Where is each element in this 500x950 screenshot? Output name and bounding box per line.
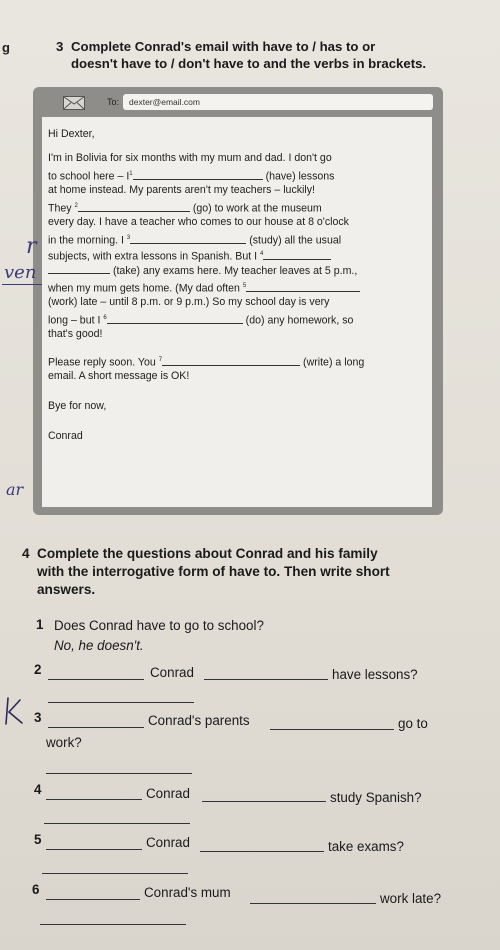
answer-blank-3[interactable] [130,233,246,244]
answer-blank-5[interactable] [246,281,360,292]
page-edge-fragment: g [2,40,10,55]
exercise-4-number: 4 [22,546,30,561]
gap-number: 5 [242,283,247,289]
question-1-number: 1 [36,617,44,632]
email-line [48,263,357,278]
email-line: email. A short message is OK! [48,370,190,382]
email-line [48,199,322,216]
question-2-blank-b[interactable] [204,679,328,680]
email-text: Please reply soon. You [48,356,156,369]
email-text: (write) a long [303,356,365,369]
email-signoff: Bye for now, [48,400,107,412]
email-line [48,353,364,370]
envelope-icon [63,96,85,110]
email-line [48,231,341,248]
answer-blank-4[interactable] [263,249,331,260]
email-text: (take) any exams here. My teacher leaves at 5 p.m., [112,265,358,277]
recipient-field: dexter@email.com [123,94,433,110]
question-4-blank-a[interactable] [46,799,142,800]
question-2-number: 2 [34,662,42,677]
email-text: (study) all the usual [249,234,342,247]
question-5-blank-a[interactable] [46,849,142,850]
email-line: every day. I have a teacher who comes to our house at 8 o'clock [48,216,349,228]
question-4-subject: Conrad [146,786,190,801]
exercise-4-instruction-line-2: with the interrogative form of have to. Then write short [37,564,390,579]
email-line: at home instead. My parents aren't my teachers – luckily! [48,184,315,196]
question-3-continuation: work? [46,735,82,750]
exercise-4-instruction-line-3: answers. [37,582,96,597]
question-6-blank-a[interactable] [46,899,140,900]
question-3-answer-line[interactable] [46,773,192,774]
exercise-4-heading [22,545,472,599]
email-text: when my mum gets home. (My dad often [48,282,240,295]
question-3-number: 3 [34,710,42,725]
handwritten-note: r [26,234,37,259]
question-5-answer-line[interactable] [42,873,188,874]
exercise-3-heading [56,38,476,72]
handwritten-underline [2,284,42,285]
question-2-answer-line[interactable] [48,702,194,703]
question-6-answer-line[interactable] [40,924,186,925]
email-line: (work) late – until 8 p.m. or 9 p.m.) So my school day is very [48,296,330,308]
email-text: (go) to work at the museum [192,202,322,215]
handwritten-note: ven [4,262,37,283]
email-card [33,87,443,515]
answer-blank-4-cont[interactable] [48,263,110,274]
email-header-bar [41,93,435,113]
exercise-4-instruction-line-1: Complete the questions about Conrad and his family [37,546,378,561]
email-body [42,117,432,507]
question-2-subject: Conrad [150,665,194,680]
email-line [48,311,353,328]
email-line [48,167,334,184]
question-6-blank-b[interactable] [250,903,376,904]
question-6-number: 6 [32,882,40,897]
question-4-answer-line[interactable] [44,823,190,824]
answer-blank-1[interactable] [133,169,263,180]
question-5-blank-b[interactable] [200,851,324,852]
question-1-answer: No, he doesn't. [54,638,144,653]
to-label: To: [107,97,120,107]
question-4-number: 4 [34,782,42,797]
email-signature: Conrad [48,430,83,442]
exercise-3-number: 3 [56,39,64,54]
email-line: that's good! [48,328,103,340]
question-4-end: study Spanish? [330,790,422,805]
exercise-3-instruction-line-1: Complete Conrad's email with have to / has to or [71,39,376,54]
question-5-end: take exams? [328,839,404,854]
email-line: I'm in Bolivia for six months with my mum and dad. I don't go [48,152,332,164]
handwritten-mark-icon [2,696,26,726]
answer-blank-2[interactable] [78,201,190,212]
question-6-end: work late? [380,891,442,906]
question-3-blank-b[interactable] [270,729,394,730]
question-6-subject: Conrad's mum [144,885,231,900]
gap-number: 2 [74,203,78,209]
exercise-3-instruction-line-2: doesn't have to / don't have to and the verbs in brackets. [71,56,427,71]
gap-number: 7 [158,357,163,363]
email-text: subjects, with extra lessons in Spanish. But I [48,250,258,263]
gap-number: 6 [103,315,107,321]
email-line [48,279,360,296]
answer-blank-6[interactable] [107,313,243,324]
question-1-text: Does Conrad have to go to school? [54,618,264,633]
answer-blank-7[interactable] [162,355,300,366]
gap-number: 3 [126,235,131,241]
question-4-blank-b[interactable] [202,801,326,802]
handwritten-note: ar [6,480,24,499]
email-line [48,247,331,264]
email-text: They [48,202,72,215]
question-5-subject: Conrad [146,835,190,850]
question-3-end: go to [398,716,428,731]
email-text: (do) any homework, so [245,314,354,327]
gap-number: 1 [129,171,133,177]
email-text: in the morning. I [48,234,124,247]
email-text: long – but I [48,314,101,327]
email-greeting: Hi Dexter, [48,128,95,140]
email-text: to school here – I [48,170,130,183]
question-3-blank-a[interactable] [48,727,144,728]
question-3-subject: Conrad's parents [148,713,250,728]
gap-number: 4 [260,251,264,257]
question-2-blank-a[interactable] [48,679,144,680]
email-text: (have) lessons [265,170,335,183]
question-5-number: 5 [34,832,42,847]
question-2-end: have lessons? [332,667,418,682]
